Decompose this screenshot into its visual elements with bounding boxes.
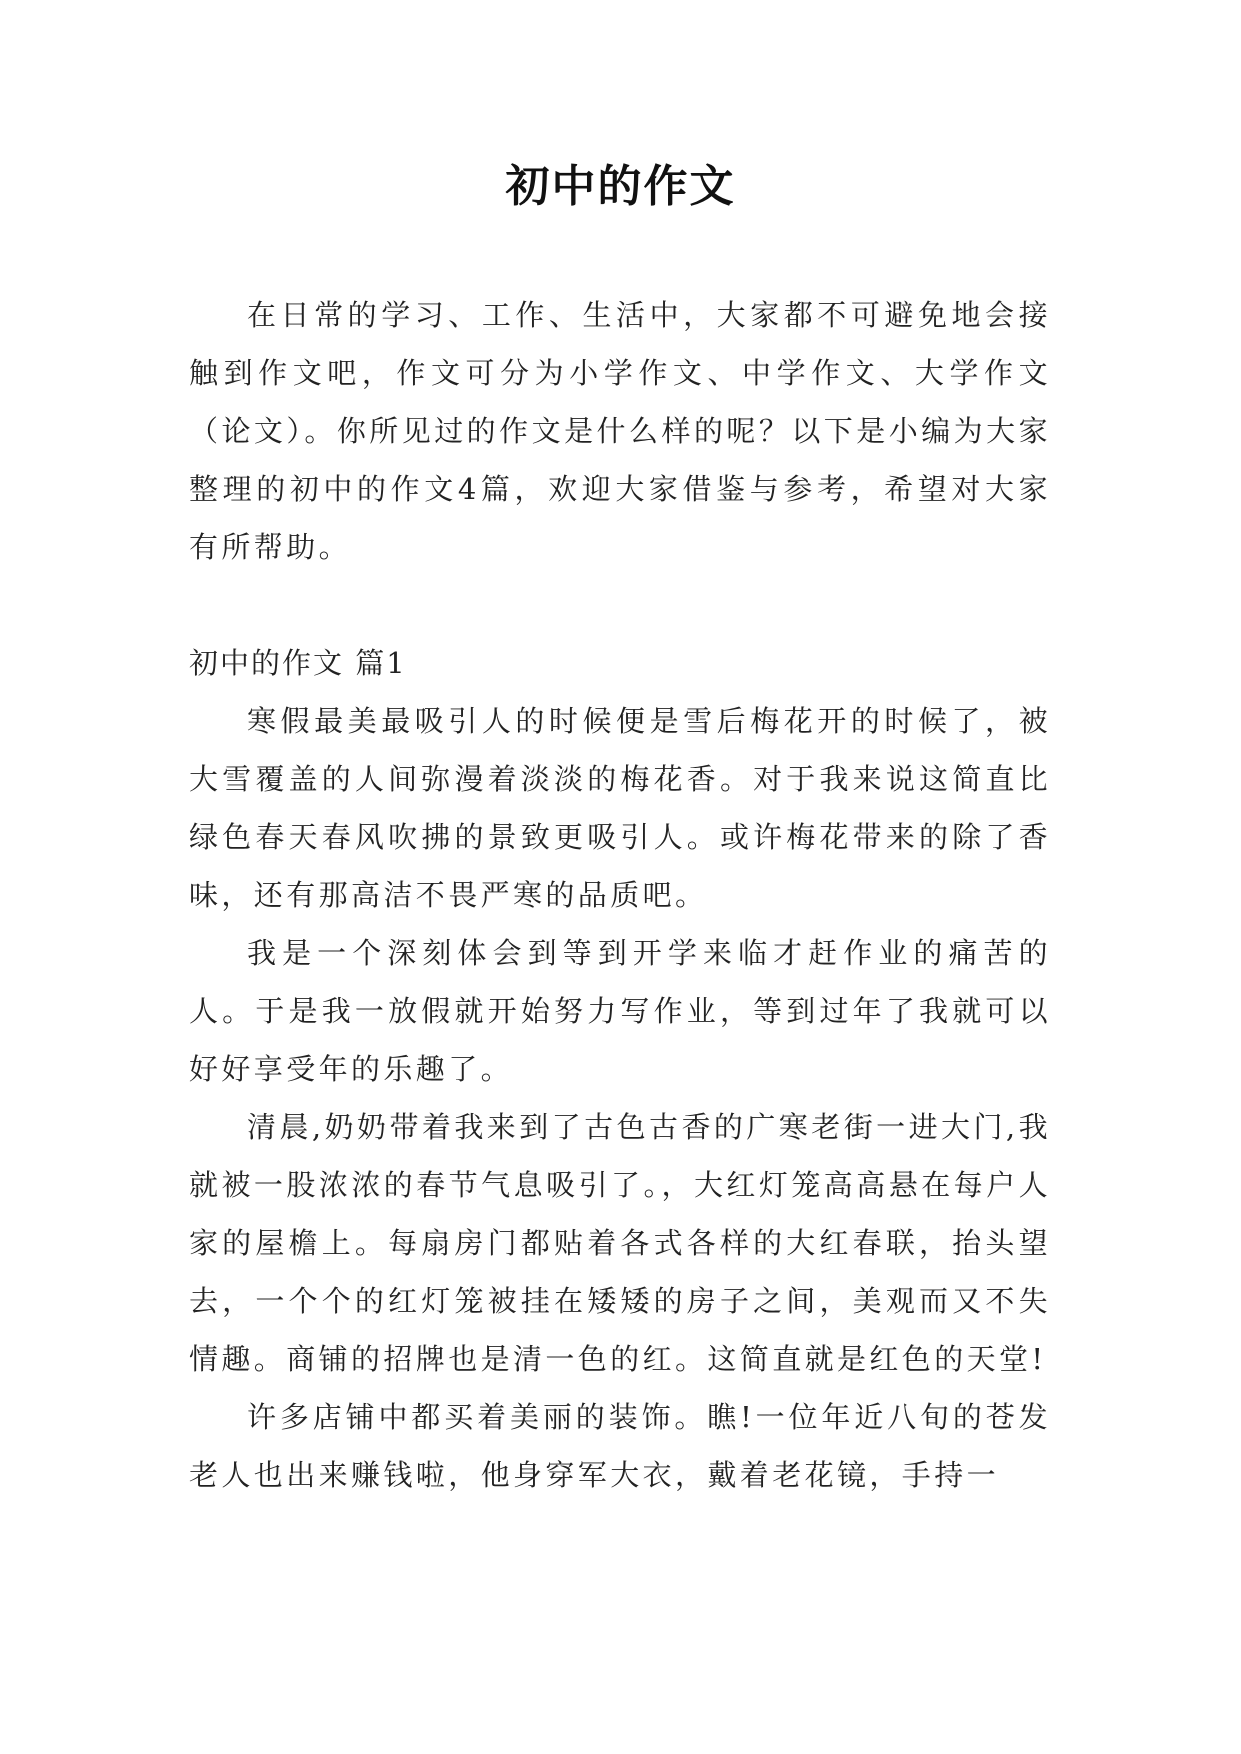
section-heading: 初中的作文 篇1 — [189, 646, 407, 680]
body-paragraph: 清晨,奶奶带着我来到了古色古香的广寒老街一进大门,我就被一股浓浓的春节气息吸引了。，大红灯笼高高悬在每户人家的屋檐上。每扇房门都贴着各式各样的大红春联，抬头望去，一个个的红灯笼被挂在矮矮的房子之间，美观而又不失情趣。商铺的招牌也是清一色的红。这简直就是红色的天堂! — [189, 1110, 1051, 1376]
body-paragraph: 寒假最美最吸引人的时候便是雪后梅花开的时候了，被大雪覆盖的人间弥漫着淡淡的梅花香。对于我来说这简直比绿色春天春风吹拂的景致更吸引人。或许梅花带来的除了香味，还有那高洁不畏严寒的品质吧。 — [189, 704, 1051, 912]
document-body — [189, 286, 1051, 1504]
body-paragraph: 我是一个深刻体会到等到开学来临才赶作业的痛苦的人。于是我一放假就开始努力写作业，等到过年了我就可以好好享受年的乐趣了。 — [189, 936, 1051, 1086]
body-paragraph: 许多店铺中都买着美丽的装饰。瞧!一位年近八旬的苍发老人也出来赚钱啦，他身穿军大衣，戴着老花镜，手持一 — [189, 1400, 1051, 1492]
intro-paragraph: 在日常的学习、工作、生活中，大家都不可避免地会接触到作文吧，作文可分为小学作文、中学作文、大学作文（论文）。你所见过的作文是什么样的呢？以下是小编为大家整理的初中的作文4篇，欢迎大家借鉴与参考，希望对大家有所帮助。 — [189, 298, 1051, 564]
document-title: 初中的作文 — [505, 161, 736, 212]
section-spacer — [189, 576, 1051, 634]
